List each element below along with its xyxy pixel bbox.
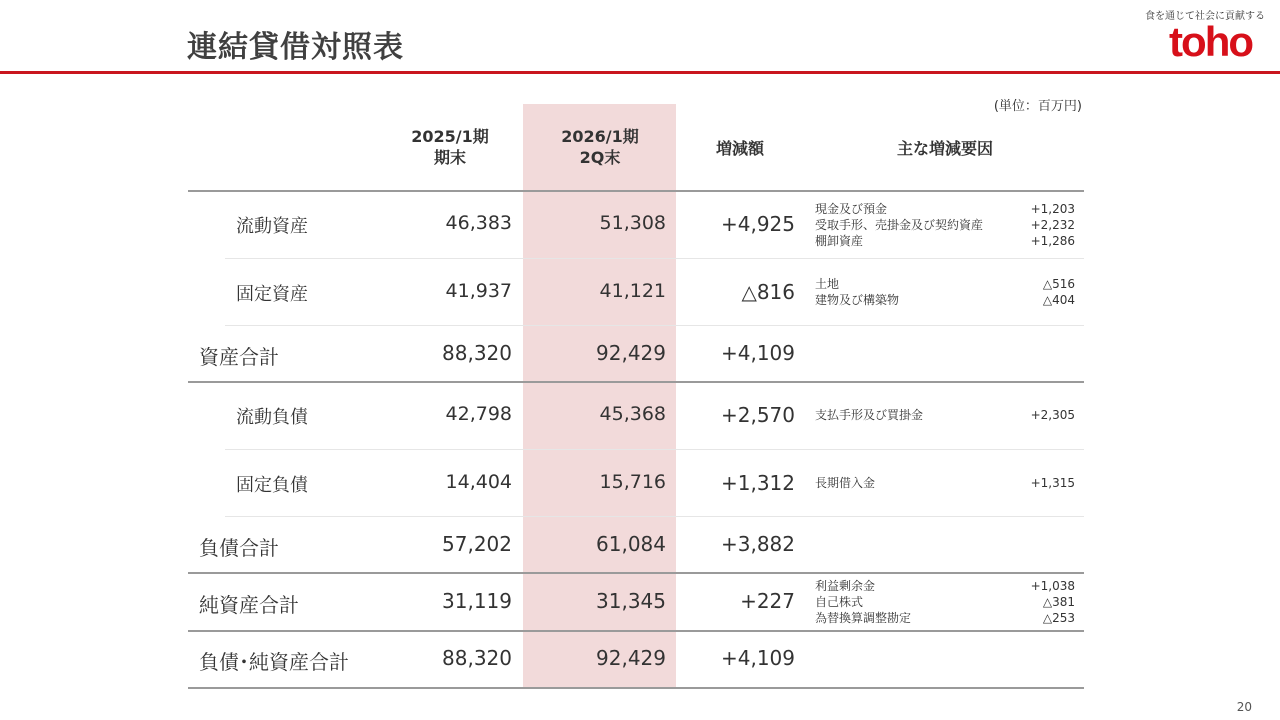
prev-value: 41,937 [445,280,512,302]
header-curr-line2: 2Q末 [579,148,621,167]
unit-label: (単位：百万円) [993,99,1082,114]
curr-value: 92,429 [596,646,666,670]
row-label: 負債合計 [199,536,279,560]
row-label: 固定負債 [236,475,308,496]
factor-item: 利益剰余金 +1,038 [815,579,1075,593]
row-divider [225,449,1084,450]
row-label: 流動資産 [236,216,308,237]
diff-value: +4,925 [720,212,795,236]
row-label: 固定資産 [236,284,308,305]
section-rule [188,630,1084,632]
factor-item: 為替換算調整勘定 △253 [815,611,1075,625]
prev-value: 57,202 [442,532,512,556]
row-divider [225,325,1084,326]
prev-value: 31,119 [442,589,512,613]
prev-value: 88,320 [442,646,512,670]
diff-value: +4,109 [720,646,795,670]
diff-value: △816 [741,280,795,304]
header-diff: 増減額 [715,139,764,158]
header-rule [188,190,1084,192]
diff-value: +1,312 [720,471,795,495]
prev-value: 42,798 [445,403,512,425]
curr-value: 41,121 [599,280,666,302]
diff-value: +4,109 [720,341,795,365]
factor-item: 受取手形、売掛金及び契約資産 +2,232 [815,218,1075,232]
row-label: 負債･純資産合計 [199,650,349,674]
curr-value: 31,345 [596,589,666,613]
header-prev-line2: 期末 [433,148,466,167]
curr-value: 15,716 [599,471,666,493]
prev-value: 14,404 [445,471,512,493]
factor-list [815,475,1075,491]
diff-value: +2,570 [720,403,795,427]
header-curr-period [530,126,670,168]
factor-list [815,201,1075,249]
header-divider [0,71,1280,74]
factor-item: 棚卸資産 +1,286 [815,234,1075,248]
factor-list [815,276,1075,308]
factor-item: 現金及び預金 +1,203 [815,202,1075,216]
header-prev-period [385,126,515,168]
table-bottom-rule [188,687,1084,689]
row-divider [225,516,1084,517]
page-number: 20 [1236,700,1252,714]
header-curr-line1: 2026/1期 [561,127,639,146]
diff-value: +227 [740,589,795,613]
company-tagline: 食を通じて社会に貢献する [1145,11,1265,22]
row-label: 純資産合計 [199,593,299,617]
header-factors: 主な増減要因 [896,139,993,158]
factor-list [815,578,1075,626]
prev-value: 88,320 [442,341,512,365]
header-prev-line1: 2025/1期 [411,127,489,146]
curr-value: 92,429 [596,341,666,365]
curr-value: 45,368 [599,403,666,425]
section-rule [188,572,1084,574]
row-label: 流動負債 [236,407,308,428]
prev-value: 46,383 [445,212,512,234]
factor-item: 自己株式 △381 [815,595,1075,609]
factor-list [815,407,1075,423]
curr-value: 51,308 [599,212,666,234]
factor-item: 土地 △516 [815,277,1075,291]
section-rule [188,381,1084,383]
factor-item: 建物及び構築物 △404 [815,293,1075,307]
factor-item: 長期借入金 +1,315 [815,476,1075,490]
row-divider [225,258,1084,259]
row-label: 資産合計 [199,345,279,369]
curr-value: 61,084 [596,532,666,556]
page-title: 連結貸借対照表 [187,30,404,65]
factor-item: 支払手形及び買掛金 +2,305 [815,408,1075,422]
diff-value: +3,882 [720,532,795,556]
company-logo: toho [1169,18,1252,65]
